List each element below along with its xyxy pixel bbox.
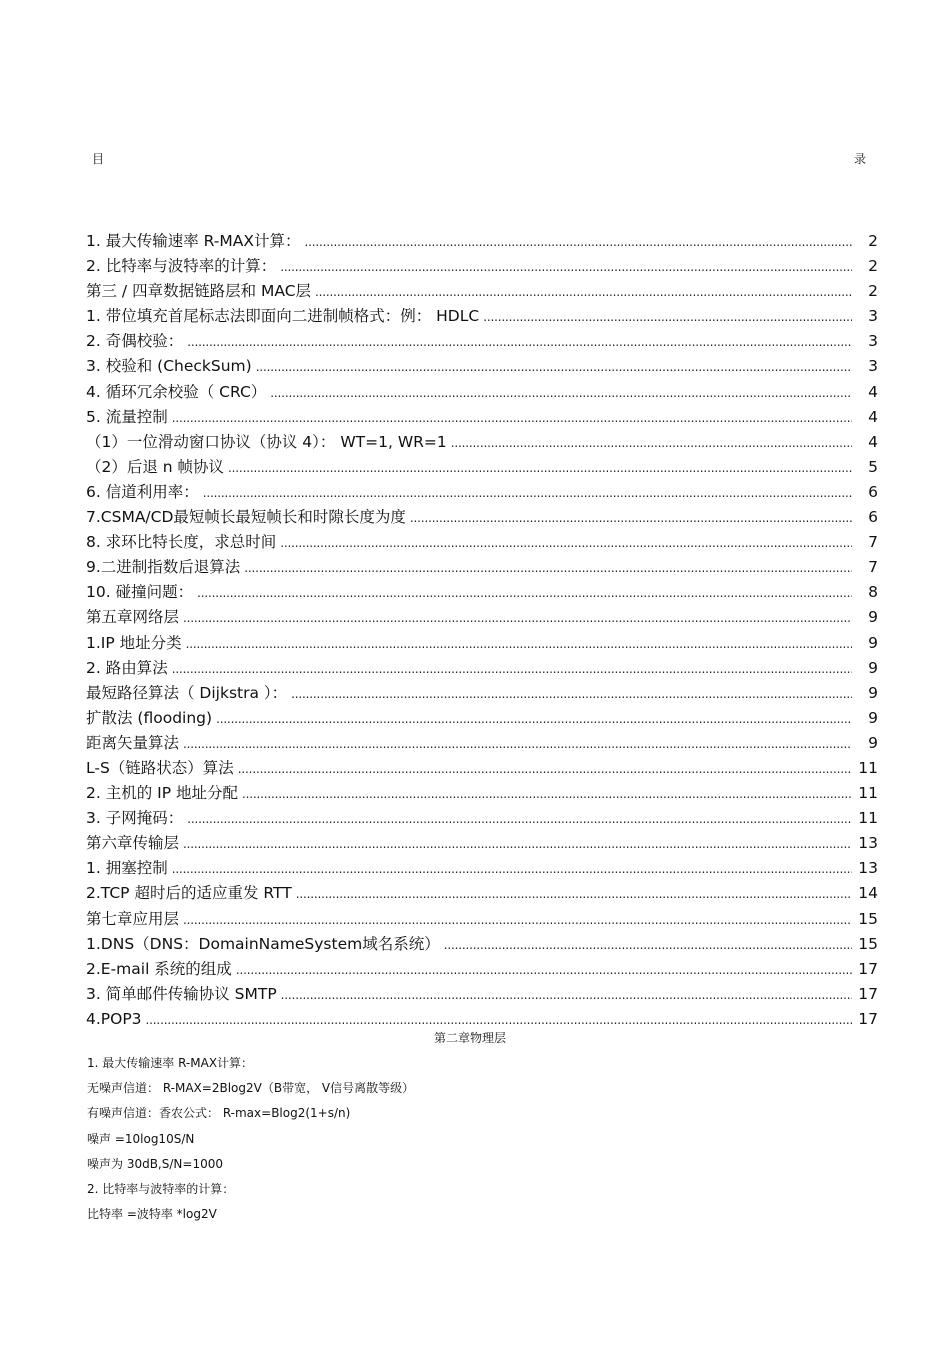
toc-entry-title: 8. 求环比特长度，求总时间 — [86, 533, 277, 552]
toc-dot-leader — [183, 606, 852, 630]
toc-entry[interactable] — [86, 254, 878, 279]
toc-entry-title: 2.TCP 超时后的适应重发 RTT — [86, 884, 292, 903]
toc-entry-title: 距离矢量算法 — [86, 733, 180, 752]
toc-entry-title: 2. 奇偶校验： — [86, 332, 184, 351]
toc-dot-leader — [444, 933, 852, 957]
toc-entry-page: 2 — [868, 257, 878, 276]
toc-entry-title: L-S（链路状态）算法 — [86, 758, 234, 777]
toc-entry-title: 1.IP 地址分类 — [86, 633, 182, 652]
toc-entry-title: 2. 主机的 IP 地址分配 — [86, 784, 238, 803]
toc-entry[interactable] — [86, 881, 878, 906]
toc-dot-leader — [187, 330, 852, 354]
body-text — [87, 1051, 867, 1227]
toc-entry-page: 9 — [868, 658, 878, 677]
toc-heading-right: 录 — [853, 152, 866, 166]
toc-entry[interactable] — [86, 605, 878, 630]
toc-dot-leader — [296, 882, 852, 906]
toc-entry-title: 5. 流量控制 — [86, 407, 168, 426]
toc-entry-title: 第五章网络层 — [86, 608, 180, 627]
toc-entry[interactable] — [86, 756, 878, 781]
toc-entry[interactable] — [86, 856, 878, 881]
toc-dot-leader — [236, 958, 852, 982]
toc-dot-leader — [172, 657, 852, 681]
toc-entry[interactable] — [86, 806, 878, 831]
toc-entry[interactable] — [86, 354, 878, 379]
toc-entry-title: 4.POP3 — [86, 1009, 142, 1028]
toc-entry-title: 1. 拥塞控制 — [86, 859, 168, 878]
toc-dot-leader — [238, 757, 852, 781]
toc-dot-leader — [186, 632, 852, 656]
toc-entry-title: 2. 比特率与波特率的计算： — [86, 257, 277, 276]
toc-entry-page: 3 — [868, 307, 878, 326]
toc-entry[interactable] — [86, 706, 878, 731]
toc-entry-title: 9.二进制指数后退算法 — [86, 558, 241, 577]
toc-dot-leader — [304, 230, 852, 254]
toc-entry-page: 3 — [868, 357, 878, 376]
toc-entry[interactable] — [86, 480, 878, 505]
toc-entry[interactable] — [86, 304, 878, 329]
toc-dot-leader — [183, 832, 852, 856]
toc-entry[interactable] — [86, 656, 878, 681]
toc-entry[interactable] — [86, 580, 878, 605]
toc-entry[interactable] — [86, 380, 878, 405]
toc-entry-title: 6. 信道利用率： — [86, 482, 199, 501]
toc-entry-page: 6 — [868, 508, 878, 527]
toc-entry-title: 第三 / 四章数据链路层和 MAC层 — [86, 282, 312, 301]
toc-entry[interactable] — [86, 731, 878, 756]
toc-dot-leader — [280, 531, 852, 555]
toc-entry-title: 3. 简单邮件传输协议 SMTP — [86, 984, 277, 1003]
toc-entry-page: 2 — [868, 232, 878, 250]
toc-entry[interactable] — [86, 329, 878, 354]
toc-entry[interactable] — [86, 631, 878, 656]
toc-dot-leader — [203, 481, 852, 505]
toc-entry-page: 13 — [858, 859, 878, 878]
toc-entry[interactable] — [86, 781, 878, 806]
toc-entry-title: 3. 子网掩码： — [86, 809, 184, 828]
toc-entry-title: （1）一位滑动窗口协议（协议 4）： WT=1, WR=1 — [86, 432, 447, 451]
toc-entry[interactable] — [86, 681, 878, 706]
toc-entry-page: 4 — [868, 432, 878, 451]
toc-entry-page: 9 — [868, 608, 878, 627]
toc-entry-page: 17 — [858, 959, 878, 978]
body-line: 比特率 =波特率 *log2V — [87, 1207, 217, 1222]
toc-entry-page: 11 — [858, 784, 878, 803]
toc-dot-leader — [216, 707, 852, 731]
toc-entry-title: 1. 带位填充首尾标志法即面向二进制帧格式：例： HDLC — [86, 307, 480, 326]
toc-entry-page: 6 — [868, 482, 878, 501]
toc-entry-title: 7.CSMA/CD最短帧长最短帧长和时隙长度为度 — [86, 508, 406, 527]
toc-entry[interactable] — [86, 982, 878, 1007]
toc-entry-page: 13 — [858, 834, 878, 853]
toc-entry-page: 9 — [868, 708, 878, 727]
toc-dot-leader — [172, 406, 852, 430]
toc-dot-leader — [197, 581, 852, 605]
toc-entry-page: 2 — [868, 282, 878, 301]
toc-entry-page: 3 — [868, 332, 878, 351]
toc-entry-page: 4 — [868, 382, 878, 401]
toc-entry-title: 扩散法 (flooding) — [86, 708, 213, 727]
toc-dot-leader — [281, 983, 852, 1007]
toc-dot-leader — [270, 381, 852, 405]
toc-entry-title: 1.DNS（DNS：DomainNameSystem域名系统） — [86, 934, 440, 953]
toc-entry[interactable] — [86, 932, 878, 957]
toc-entry-page: 17 — [858, 1009, 878, 1028]
table-of-contents — [86, 229, 878, 1032]
toc-entry-title: 最短路径算法（ Dijkstra ）： — [86, 683, 288, 702]
toc-dot-leader — [242, 782, 852, 806]
toc-entry-page: 11 — [858, 809, 878, 828]
toc-entry-title: 4. 循环冗余校验（ CRC） — [86, 382, 267, 401]
toc-entry-page: 4 — [868, 407, 878, 426]
toc-entry[interactable] — [86, 555, 878, 580]
toc-entry-page: 17 — [858, 984, 878, 1003]
toc-entry-title: 第七章应用层 — [86, 909, 180, 928]
toc-entry-title: 第六章传输层 — [86, 834, 180, 853]
toc-entry-page: 5 — [868, 457, 878, 476]
section-title: 第二章物理层 — [433, 1031, 506, 1045]
toc-dot-leader — [451, 431, 852, 455]
toc-entry-page: 8 — [868, 583, 878, 602]
toc-dot-leader — [172, 857, 852, 881]
toc-dot-leader — [183, 908, 852, 932]
toc-heading — [92, 150, 866, 168]
toc-dot-leader — [228, 456, 852, 480]
body-line: 2. 比特率与波特率的计算： — [87, 1181, 235, 1196]
toc-entry[interactable] — [86, 831, 878, 856]
toc-entry-page: 9 — [868, 733, 878, 752]
toc-entry-page: 15 — [858, 909, 878, 928]
toc-dot-leader — [483, 305, 852, 329]
toc-entry[interactable] — [86, 530, 878, 555]
toc-entry-title: 3. 校验和 (CheckSum) — [86, 357, 252, 376]
body-line: 噪声 =10log10S/N — [87, 1131, 195, 1146]
toc-dot-leader — [291, 682, 852, 706]
toc-dot-leader — [410, 506, 852, 530]
toc-entry-title: 2.E-mail 系统的组成 — [86, 959, 232, 978]
toc-entry[interactable] — [86, 455, 878, 480]
toc-entry-title: 2. 路由算法 — [86, 658, 168, 677]
toc-dot-leader — [280, 255, 852, 279]
toc-entry[interactable] — [86, 279, 878, 304]
toc-entry[interactable] — [86, 430, 878, 455]
toc-entry[interactable] — [86, 229, 878, 254]
body-line: 1. 最大传输速率 R-MAX计算： — [87, 1056, 254, 1070]
toc-entry[interactable] — [86, 405, 878, 430]
body-line: 无噪声信道： R-MAX=2Blog2V（B带宽， V信号离散等级） — [87, 1081, 415, 1096]
toc-entry-page: 15 — [858, 934, 878, 953]
toc-entry-title: 10. 碰撞问题： — [86, 583, 194, 602]
toc-entry[interactable] — [86, 907, 878, 932]
toc-entry-page: 9 — [868, 633, 878, 652]
toc-entry[interactable] — [86, 505, 878, 530]
toc-dot-leader — [244, 556, 852, 580]
toc-dot-leader — [315, 280, 852, 304]
toc-dot-leader — [183, 732, 852, 756]
body-line: 噪声为 30dB,S/N=1000 — [87, 1156, 223, 1171]
toc-dot-leader — [256, 355, 852, 379]
toc-entry-title: （2）后退 n 帧协议 — [86, 457, 225, 476]
toc-entry-title: 1. 最大传输速率 R-MAX计算： — [86, 232, 301, 250]
toc-heading-left: 目 — [92, 152, 105, 166]
toc-dot-leader — [187, 807, 852, 831]
toc-entry-page: 11 — [858, 758, 878, 777]
toc-entry[interactable] — [86, 957, 878, 982]
toc-entry-page: 14 — [858, 884, 878, 903]
toc-entry-page: 7 — [868, 533, 878, 552]
body-line: 有噪声信道：香农公式： R-max=Blog2(1+s/n) — [87, 1106, 351, 1121]
toc-entry-page: 7 — [868, 558, 878, 577]
toc-entry-page: 9 — [868, 683, 878, 702]
